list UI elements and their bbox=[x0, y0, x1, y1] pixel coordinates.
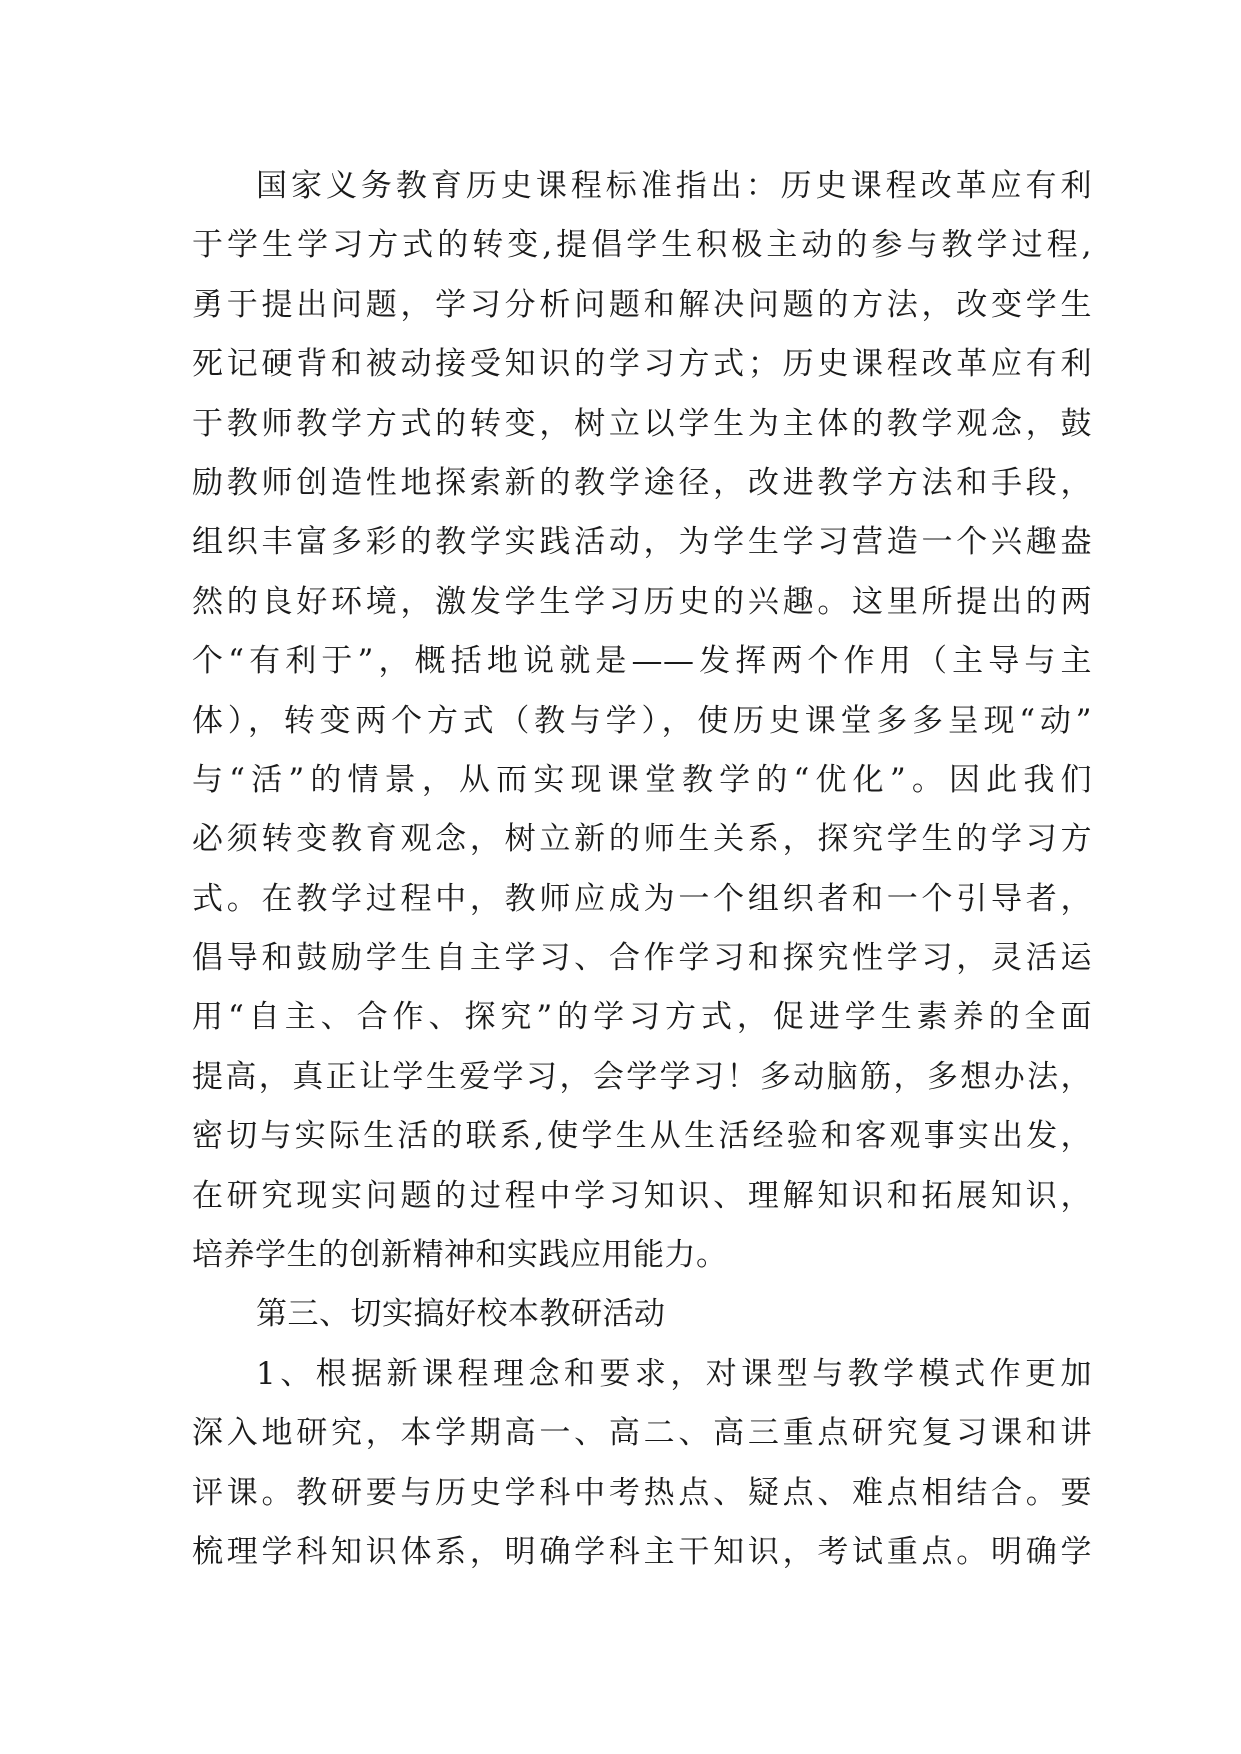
document-body bbox=[192, 157, 1092, 1582]
text-line: 梳理学科知识体系，明确学科主干知识，考试重点。明确学 bbox=[192, 1533, 1092, 1570]
text-line: 组织丰富多彩的教学实践活动，为学生学习营造一个兴趣盎 bbox=[192, 524, 1092, 561]
text-line: 式。在教学过程中，教师应成为一个组织者和一个引导者， bbox=[192, 880, 1092, 917]
text-line: 与“活”的情景，从而实现课堂教学的“优化”。因此我们 bbox=[192, 761, 1092, 798]
text-line: 深入地研究，本学期高一、高二、高三重点研究复习课和讲 bbox=[192, 1415, 1092, 1452]
text-line: 提高，真正让学生爱学习，会学学习！多动脑筋，多想办法， bbox=[192, 1058, 1092, 1095]
text-line: 用“自主、合作、探究”的学习方式，促进学生素养的全面 bbox=[192, 999, 1092, 1036]
text-line: 密切与实际生活的联系,使学生从生活经验和客观事实出发， bbox=[192, 1118, 1092, 1155]
section-heading: 第三、切实搞好校本教研活动 bbox=[256, 1296, 666, 1333]
text-line: 国家义务教育历史课程标准指出：历史课程改革应有利 bbox=[256, 168, 1092, 204]
text-line: 励教师创造性地探索新的教学途径，改进教学方法和手段， bbox=[192, 464, 1092, 501]
text-line: 个“有利于”，概括地说就是——发挥两个作用（主导与主 bbox=[192, 643, 1092, 680]
text-line: 必须转变教育观念，树立新的师生关系，探究学生的学习方 bbox=[192, 821, 1092, 858]
text-line: 于学生学习方式的转变,提倡学生积极主动的参与教学过程, bbox=[192, 227, 1092, 264]
text-line: 体），转变两个方式（教与学），使历史课堂多多呈现“动” bbox=[192, 702, 1092, 739]
text-line: 然的良好环境，激发学生学习历史的兴趣。这里所提出的两 bbox=[192, 583, 1092, 620]
text-line: 培养学生的创新精神和实践应用能力。 bbox=[192, 1237, 728, 1274]
text-line: 倡导和鼓励学生自主学习、合作学习和探究性学习，灵活运 bbox=[192, 940, 1092, 977]
text-line: 勇于提出问题，学习分析问题和解决问题的方法，改变学生 bbox=[192, 286, 1092, 323]
text-line: 评课。教研要与历史学科中考热点、疑点、难点相结合。要 bbox=[192, 1474, 1092, 1511]
text-line: 1、根据新课程理念和要求，对课型与教学模式作更加 bbox=[256, 1355, 1092, 1392]
text-line: 在研究现实问题的过程中学习知识、理解知识和拓展知识， bbox=[192, 1177, 1092, 1214]
text-line: 死记硬背和被动接受知识的学习方式；历史课程改革应有利 bbox=[192, 346, 1092, 383]
text-line: 于教师教学方式的转变，树立以学生为主体的教学观念，鼓 bbox=[192, 405, 1092, 442]
